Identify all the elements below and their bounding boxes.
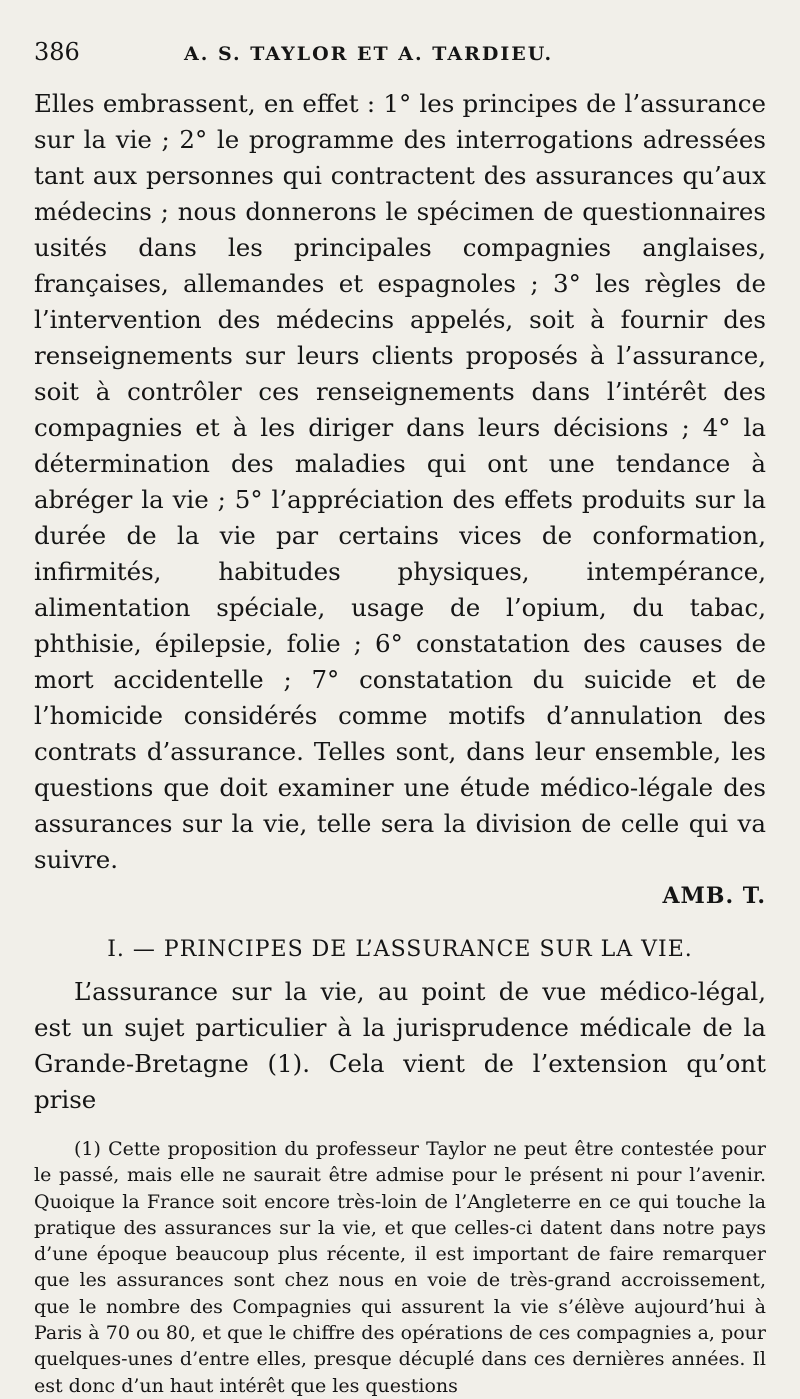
running-title: A. S. TAYLOR ET A. TARDIEU. (184, 43, 554, 65)
paragraph: L’assurance sur la vie, au point de vue médico-légal, est un sujet particulier à la jurisprudence médicale de la Grande-Bretagne (1). Cela vient de l’extension qu’ont prise (34, 977, 766, 1114)
footnote-text: (1) Cette proposition du professeur Taylor ne peut être contestée pour le passé, mais elle ne saurait être admise pour le présent ni pour l’avenir. Quoique la France soit encore très-loin de l’Angleterre en ce qui touche la pratique des assurances sur la vie, et que celles-ci datent dans notre pays d’une époque beaucoup plus récente, il est important de faire remarquer que les assurances sont chez nous en voie de très-grand accroissement, que le nombre des Compagnies qui assurent la vie s’élève aujourd’hui à Paris à 70 ou 80, et que le chiffre des opérations de ces compagnies a, pour quelques-unes d’entre elles, presque décuplé dans ces dernières années. Il est donc d’un haut intérêt que les questions (34, 1138, 766, 1397)
author-signature: AMB. T. (662, 883, 766, 909)
section-heading: I. — PRINCIPES DE L’ASSURANCE SUR LA VIE. (107, 937, 693, 962)
page-number: 386 (34, 38, 80, 66)
paragraph: Elles embrassent, en effet : 1° les principes de l’assurance sur la vie ; 2° le programme des interrogations adressées tant aux personnes qui contractent des assurances qu’aux médecins ; nous donnerons le spécimen de questionnaires usités dans les principales compagnies anglaises, françaises, allemandes et espagnoles ; 3° les règles de l’intervention des médecins appelés, soit à fournir des renseignements sur leurs clients proposés à l’assurance, soit à contrôler ces renseignements dans l’intérêt des compagnies et à les diriger dans leurs décisions ; 4° la détermination des maladies qui ont une tendance à abréger la vie ; 5° l’appréciation des effets produits sur la durée de la vie par certains vices de conformation, infirmités, habitudes physiques, intempérance, alimentation spéciale, usage de l’opium, du tabac, phthisie, épilepsie, folie ; 6° constatation des causes de mort accidentelle ; 7° constatation du suicide et de l’homicide considérés comme motifs d’annulation des contrats d’assurance. Telles sont, dans leur ensemble, les questions que doit examiner une étude médico-légale des assurances sur la vie, telle sera la division de celle qui va suivre. (34, 89, 766, 874)
main-text (34, 86, 766, 1118)
footnote (34, 1136, 766, 1399)
running-header (34, 38, 766, 86)
